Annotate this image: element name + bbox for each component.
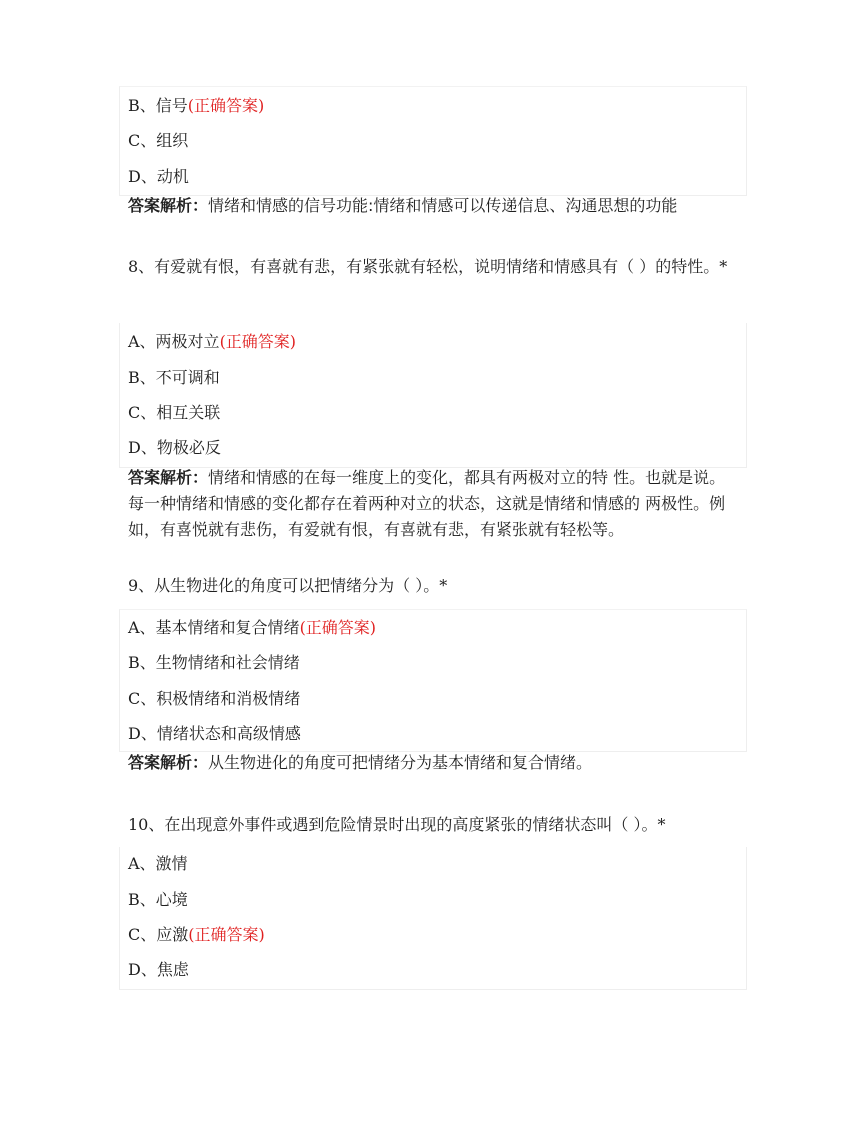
analysis-label: 答案解析：	[128, 196, 209, 215]
q9-option-c[interactable]: C、积极情绪和消极情绪	[128, 689, 301, 708]
q8-option-d[interactable]: D、物极必反	[128, 438, 221, 457]
correct-answer-tag: (正确答案)	[188, 925, 265, 944]
analysis-label: 答案解析：	[128, 468, 209, 487]
q8-options-box	[119, 323, 747, 468]
correct-answer-tag: (正确答案)	[219, 332, 297, 351]
q8-option-c[interactable]: C、相互关联	[128, 403, 221, 422]
q7-option-d[interactable]: D、动机	[128, 167, 189, 186]
correct-answer-tag: (正确答案)	[299, 618, 377, 637]
q7-options-box	[119, 86, 747, 196]
q9-question: 9、从生物进化的角度可以把情绪分为（ ）。*	[128, 576, 448, 595]
q7-option-c[interactable]: C、组织	[128, 131, 189, 150]
q9-options-box	[119, 609, 747, 752]
q8-option-a[interactable]: A、两极对立(正确答案)	[128, 332, 297, 351]
q9-option-b[interactable]: B、生物情绪和社会情绪	[128, 653, 300, 672]
q8-analysis: 答案解析：情绪和情感的在每一维度上的变化，都具有两极对立的特 性。也就是说。每一种情绪和情感的变化都存在着两种对立的状态，这就是情绪和情感的 两极性。例如，有喜悦就有悲伤，有爱就有恨，有喜就有悲，有紧张就有轻松等。	[128, 468, 726, 539]
q10-option-d[interactable]: D、焦虑	[128, 960, 189, 979]
correct-answer-tag: (正确答案)	[187, 96, 265, 115]
q10-option-c[interactable]: C、应激(正确答案)	[128, 925, 265, 944]
q10-option-b[interactable]: B、心境	[128, 890, 188, 909]
q10-question: 10、在出现意外事件或遇到危险情景时出现的高度紧张的情绪状态叫（ ）。*	[128, 815, 666, 834]
q7-analysis: 答案解析：情绪和情感的信号功能:情绪和情感可以传递信息、沟通思想的功能	[128, 196, 678, 215]
q9-option-d[interactable]: D、情绪状态和高级情感	[128, 724, 301, 743]
q10-option-a[interactable]: A、激情	[128, 854, 188, 873]
q9-analysis: 答案解析：从生物进化的角度可把情绪分为基本情绪和复合情绪。	[128, 753, 593, 772]
q8-question: 8、有爱就有恨，有喜就有悲，有紧张就有轻松，说明情绪和情感具有（ ）的特性。*	[128, 257, 728, 276]
q8-option-b[interactable]: B、不可调和	[128, 368, 220, 387]
q10-options-box	[119, 847, 747, 990]
q9-option-a[interactable]: A、基本情绪和复合情绪(正确答案)	[128, 618, 377, 637]
q7-option-b[interactable]: B、信号(正确答案)	[128, 96, 265, 115]
analysis-label: 答案解析：	[128, 753, 209, 772]
